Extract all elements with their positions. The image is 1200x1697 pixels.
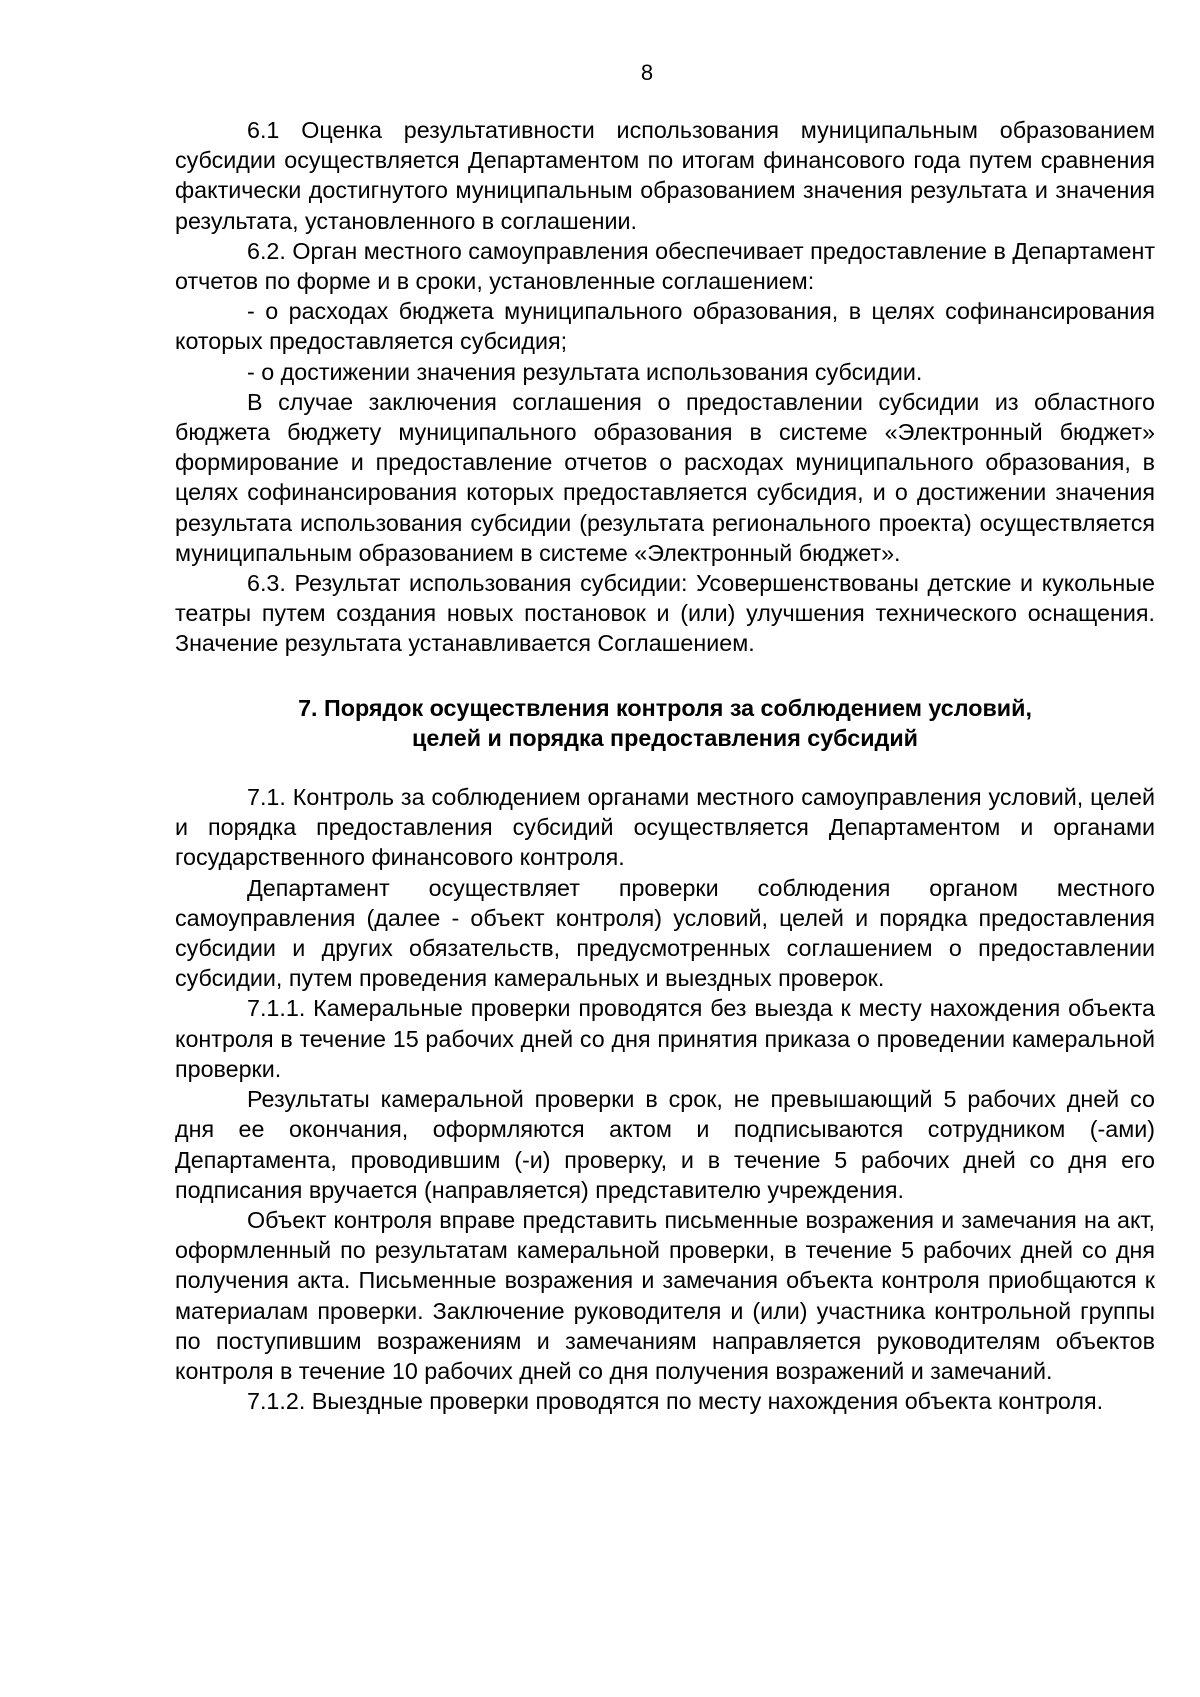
paragraph-7-1: 7.1. Контроль за соблюдением органами местного самоуправления условий, целей и порядка предоставления субсидий осуществляется Департаментом и органами государственного финансового контроля.: [175, 784, 1155, 871]
paragraph-objections: Объект контроля вправе представить письменные возражения и замечания на акт, оформленный по результатам камеральной проверки, в течение 5 рабочих дней со дня получения акта. Письменные возражения и замечания объекта контроля приобщаются к материалам проверки. Заключение руководителя и (или) участника контрольной группы по поступившим возражениям и замечаниям направляется руководителям объектов контроля в течение 10 рабочих дней со дня получения возражений и замечаний.: [175, 1206, 1155, 1384]
paragraph-6-2: 6.2. Орган местного самоуправления обеспечивает предоставление в Департамент отчетов по форме и в сроки, установленные соглашением:: [175, 237, 1155, 295]
section-7-heading-line-1: 7. Порядок осуществления контроля за соблюдением условий,: [298, 694, 1032, 721]
list-item-result-report: - о достижении значения результата использования субсидии.: [247, 358, 923, 385]
paragraph-department-checks: Департамент осуществляет проверки соблюдения органом местного самоуправления (далее - объект контроля) условий, целей и порядка предоставления субсидии и других обязательств, предусмотренных соглашением о предоставлении субсидии, путем проведения камеральных и выездных проверок.: [175, 874, 1155, 992]
section-7-heading: [175, 693, 1155, 753]
paragraph-electronic-budget: В случае заключения соглашения о предоставлении субсидии из областного бюджета бюджету муниципального образования в системе «Электронный бюджет» формирование и предоставление отчетов о расходах муниципального образования, в целях софинансирования которых предоставляется субсидия, и о достижении значения результата использования субсидии (результата регионального проекта) осуществляется муниципальным образованием в системе «Электронный бюджет».: [175, 388, 1155, 566]
list-item-expenses-report: - о расходах бюджета муниципального образования, в целях софинансирования которых предоставляется субсидия;: [175, 298, 1155, 355]
document-body: [175, 115, 1155, 1416]
paragraph-6-3: 6.3. Результат использования субсидии: Усовершенствованы детские и кукольные театры путем создания новых постановок и (или) улучшения технического оснащения. Значение результата устанавливается Соглашением.: [175, 570, 1155, 657]
paragraph-6-1: 6.1 Оценка результативности использования муниципальным образованием субсидии осуществляется Департаментом по итогам финансового года путем сравнения фактически достигнутого муниципальным образованием значения результата и значения результата, установленного в соглашении.: [175, 117, 1155, 234]
paragraph-7-1-2: 7.1.2. Выездные проверки проводятся по месту нахождения объекта контроля.: [247, 1388, 1104, 1415]
page-number: 8: [640, 60, 654, 85]
paragraph-check-results: Результаты камеральной проверки в срок, не превышающий 5 рабочих дней со дня ее окончания, оформляются актом и подписываются сотрудником (-ами) Департамента, проводившим (-и) проверку, и в течение 5 рабочих дней со дня его подписания вручается (направляется) представителю учреждения.: [175, 1086, 1155, 1203]
section-7-heading-line-2: целей и порядка предоставления субсидий: [412, 724, 918, 751]
paragraph-7-1-1: 7.1.1. Камеральные проверки проводятся без выезда к месту нахождения объекта контроля в течение 15 рабочих дней со дня принятия приказа о проведении камеральной проверки.: [175, 995, 1155, 1082]
